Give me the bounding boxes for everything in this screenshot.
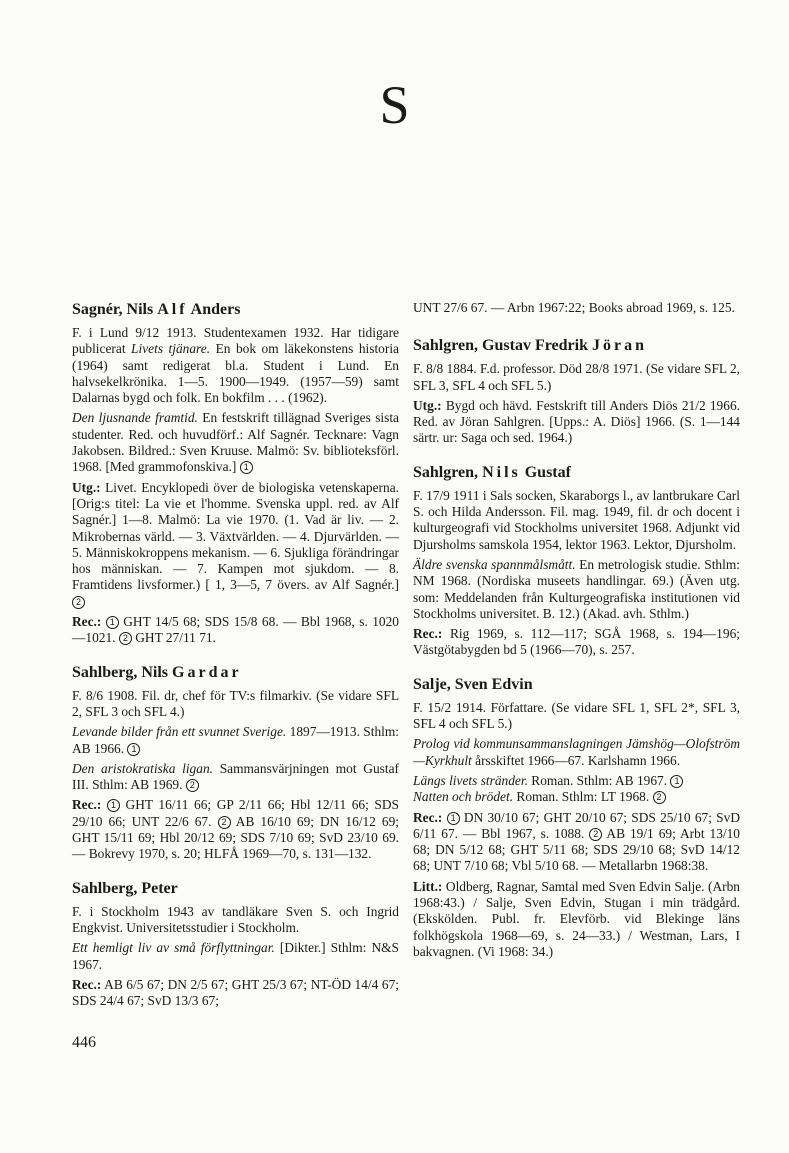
entry-sahlgren-nils bbox=[413, 463, 740, 659]
entry-sahlberg-nils bbox=[72, 663, 399, 863]
biography: F. 8/6 1908. Fil. dr, chef för TV:s filmarkiv. (Se vidare SFL 2, SFL 3 och SFL 4.) bbox=[72, 687, 399, 719]
entry-heading: Salje, Sven Edvin bbox=[413, 675, 533, 693]
biography: F. 8/8 1884. F.d. professor. Död 28/8 1971. (Se vidare SFL 2, SFL 3, SFL 4 och SFL 5.) bbox=[413, 361, 740, 393]
entry-heading: Sahlberg, Peter bbox=[72, 879, 178, 897]
work: Äldre svenska spannmålsmått. En metrologisk studie. Sthlm: NM 1968. (Nordiska museets handlingar. 69.) (Även utg. som: Meddelanden från Kulturgeografiska institutionen vid Stockholms universitet. B. 12.) (Akad. avh. Sthlm.) bbox=[413, 556, 740, 621]
literature: Litt.: Oldberg, Ragnar, Samtal med Sven Edvin Salje. (Arbn 1968:43.) / Salje, Sven Edvin, Stugan i min trädgård. (Ekskölden. Publ. fr. Elevförb. vid Blekinge läns folkhögskola 1968—69, s. 24—33.) / Westman, Lars, I bakvagnen. (Vi 1968: 34.) bbox=[413, 878, 740, 959]
work: Ett hemligt liv av små förflyttningar. [Dikter.] Sthlm: N&S 1967. bbox=[72, 940, 400, 972]
biography: F. 17/9 1911 i Sals socken, Skaraborgs l., av lantbrukare Carl S. och Hilda Andersson. Fil. mag. 1949, fil. dr och docent i kulturgeografi vid Stockholms universitet 1968. Adjunkt vid Djursholms samskola 1954, lektor 1963. Lektor, Djursholm. bbox=[413, 487, 740, 552]
work: Prolog vid kommunsammanslagningen Jämshög—Olofström—Kyrkhult årsskiftet 1966—67. Karlshamn 1966. bbox=[413, 736, 740, 768]
work: Natten och brödet. Roman. Sthlm: LT 1968. 2 bbox=[413, 789, 740, 805]
utg: Utg.: Livet. Encyklopedi över de biologiska vetenskaperna. [Orig:s titel: La vie et l'homme. Svenska uppl. red. av Alf Sagnér.] 1—8. Malmö: La vie 1970. (1. Vad är liv. — 2. Mikrobernas värld. — 3. Växtvärlden. — 4. Djurvärlden. — 5. Människokroppens mekanism. — 6. Sjukliga förändringar hos människan. — 7. Kampen mot sjukdom. — 8. Framtidens livsformer.) [ 1, 3—5, 7 övers. av Alf Sagnér.] 2 bbox=[72, 479, 399, 607]
entry-sahlberg-peter bbox=[72, 879, 399, 1010]
right-column bbox=[413, 300, 740, 976]
entry-sagner bbox=[72, 300, 399, 647]
entry-heading: Sahlgren, Gustav Fredrik Jöran bbox=[413, 337, 647, 355]
biography: F. i Lund 9/12 1913. Studentexamen 1932. Har tidigare publicerat Livets tjänare. En bok om läkekonstens historia (1964) samt redigerat bl.a. Student i Lund. En halvsekelkrönika. 1—5. 1900—1949. (1957—59) samt Dalarnas bygd och folk. En bokfilm . . . (1962). bbox=[72, 325, 399, 406]
circled-number-2: 2 bbox=[72, 596, 85, 609]
work: Den aristokratiska ligan. Sammansvärjningen mot Gustaf III. Sthlm: AB 1969. 2 bbox=[72, 760, 399, 793]
page-number: 446 bbox=[72, 1034, 96, 1051]
continued-reviews: UNT 27/6 67. — Arbn 1967:22; Books abroad 1969, s. 125. bbox=[413, 300, 735, 315]
left-column bbox=[72, 300, 399, 1025]
reviews: Rec.: Rig 1969, s. 112—117; SGÅ 1968, s. 194—196; Västgötabygden bd 5 (1966—70), s. 257. bbox=[413, 626, 740, 658]
reviews: Rec.: 1 DN 30/10 67; GHT 20/10 67; SDS 25/10 67; SvD 6/11 67. — Bbl 1967, s. 1088. 2 AB 19/1 69; Arbt 13/10 68; DN 5/12 68; GHT 5/11 68; SDS 29/10 68; SvD 14/12 68; UNT 7/10 68; Vbl 5/10 68. — Metallarbn 1968:38. bbox=[413, 809, 740, 874]
work: Den ljusnande framtid. En festskrift tillägnad Sveriges sista studenter. Red. och huvudförf.: Alf Sagnér. Tecknare: Vagn Jakobsen. Bildred.: Sven Kruuse. Malmö: Sv. biblioteksförl. 1968. [Med grammofonskiva.] 1 bbox=[72, 410, 399, 475]
reviews: Rec.: 1 GHT 16/11 66; GP 2/11 66; Hbl 12/11 66; SDS 29/10 66; UNT 22/6 67. 2 AB 16/10 69; DN 16/12 69; GHT 15/11 69; Hbl 20/12 69; SDS 7/10 69; SvD 23/10 69. — Bokrevy 1970, s. 20; HLFÅ 1969—70, s. 131—132. bbox=[72, 797, 399, 862]
section-letter: S bbox=[379, 75, 410, 135]
entry-salje bbox=[413, 675, 740, 960]
circled-number-1: 1 bbox=[240, 461, 253, 474]
entry-heading: Sahlberg, Nils Gardar bbox=[72, 663, 242, 681]
entry-heading: Sahlgren, Nils Gustaf bbox=[413, 463, 571, 481]
utg: Utg.: Bygd och hävd. Festskrift till Anders Diös 21/2 1966. Red. av Jöran Sahlgren. [Upps.: A. Diös] 1966. (S. 1—144 särtr. ur: Saga och sed. 1964.) bbox=[413, 397, 740, 446]
biography: F. 15/2 1914. Författare. (Se vidare SFL 1, SFL 2*, SFL 3, SFL 4 och SFL 5.) bbox=[413, 699, 740, 732]
entry-heading: Sagnér, Nils Alf Anders bbox=[72, 301, 241, 318]
biography: F. i Stockholm 1943 av tandläkare Sven S. och Ingrid Engkvist. Universitetsstudier i Stockholm. bbox=[72, 903, 399, 935]
work: Levande bilder från ett svunnet Sverige. 1897—1913. Sthlm: AB 1966. 1 bbox=[72, 724, 400, 756]
work: Längs livets stränder. Roman. Sthlm: AB 1967. 1 bbox=[413, 773, 740, 789]
reviews: Rec.: 1 GHT 14/5 68; SDS 15/8 68. — Bbl 1968, s. 1020—1021. 2 GHT 27/11 71. bbox=[72, 614, 399, 646]
reviews: Rec.: AB 6/5 67; DN 2/5 67; GHT 25/3 67; NT-ÖD 14/4 67; SDS 24/4 67; SvD 13/3 67; bbox=[72, 976, 399, 1009]
entry-sahlgren-joran bbox=[413, 336, 740, 446]
